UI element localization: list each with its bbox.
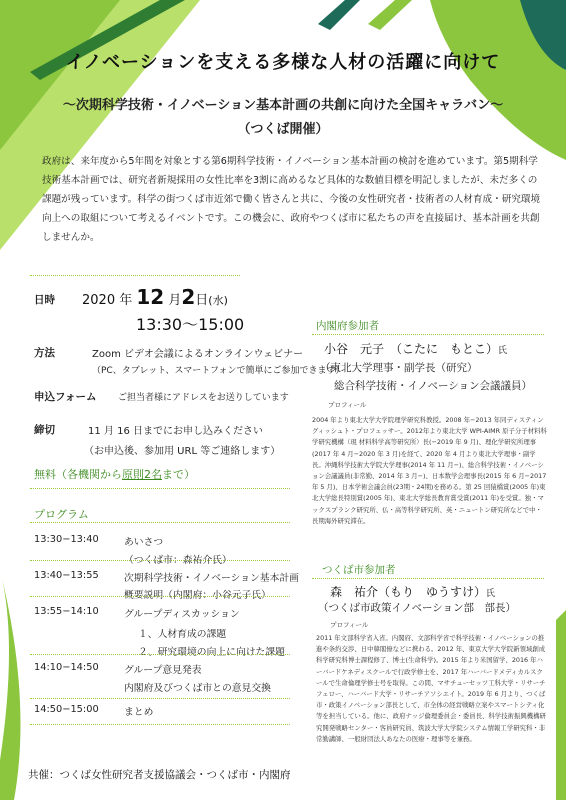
deco-stripe-2: [318, 0, 360, 30]
deadline-note: （お申込後、参加用 URL 等ご連絡します）: [84, 446, 281, 457]
cabinet-affiliation-1: （東北大学理事・副学長（研究）: [320, 362, 478, 374]
cabinet-heading: 内閣府参加者: [316, 320, 379, 332]
date-day: 2: [181, 285, 196, 309]
event-time: 13:30～15:00: [136, 315, 245, 334]
fee-text: [34, 466, 195, 482]
page-title: イノベーションを支える多様な人材の活躍に向けて: [65, 52, 501, 73]
program-sub: １、人材育成の課題: [138, 629, 227, 640]
method-label: 方法: [34, 347, 55, 359]
program-desc: グループ意見発表: [124, 665, 202, 676]
divider-tsukuba: [312, 578, 544, 579]
program-sub: ２、研究環境の向上に向けた課題: [138, 647, 285, 658]
tsukuba-affiliation: （つくば市政策イノベーション部 部長）: [318, 602, 517, 614]
intro-paragraph: 政府は、来年度から5年間を対象とする第6期科学技術・イノベーション基本計画の検討を進めています。第5期科学技術基本計画では、研究者新規採用の女性比率を3割に高めるなど具体的な数値目標を明記しましたが、未だ多くの課題が残っています。科学の街つくば市近郊で働く皆さんと共に、今後の女性研究者・技術者の人材育成・研究環境向上への取組について考えるイベントです。この機会に、政府やつくば市に私たちの声を直接届け、基本計画を共創しませんか。: [42, 156, 541, 243]
method-text: Zoom ビデオ会議によるオンラインウェビナー: [92, 349, 304, 360]
deco-shape-bottom-left: [0, 570, 20, 800]
method-note: （PC、タブレット、スマートフォンで簡単にご参加できます）: [92, 366, 345, 376]
tsukuba-profile-label: プロフィール: [330, 621, 369, 629]
apply-label: 申込フォーム: [34, 391, 97, 403]
program-time: 14:10−14:50: [34, 662, 99, 673]
date-month-unit: 月: [168, 293, 182, 308]
cabinet-profile: 2004 年より東北大学大学院理学研究科教授。2008 年−2013 年同ディスティングィッシュト・プロフェッサー。2012年より東北大学 WPI-AIMR 原子分子材料科学研究機構（現 材料科学高等研究所）長(−2019 年 9 月)、理化学研究所理事(2017 年 4 月−2020 年 3 月)を経て、2020 年 4 月より東北大学理事・副学長。沖縄科学技術大学院大学理事(2014 年 11 月−)、総合科学技術・イノベーション会議議員(非常勤、2014 年 3 月−)、日本数学会理事長(2015 年 6 月−2017 年 5 月)、日本学術会議会員(23期・24期)を務める。第 25 回猿橋賞(2005 年)東北大学総長特別賞(2005 年)、東北大学総長教育賞受賞(2011 年)を受賞。独・マックスプランク研究所、仏・高等科学研究所、英・ニュートン研究所などで中・長期海外研究滞在。: [312, 416, 547, 525]
page-subtitle: ～次期科学技術・イノベーション基本計画の共創に向けた全国キャラバン～: [62, 98, 504, 113]
divider-program: [30, 522, 290, 523]
deco-stripe-3: [368, 0, 412, 30]
tsukuba-heading: つくば市参加者: [322, 564, 396, 576]
program-time: 14:50−15:00: [34, 704, 99, 715]
page-subtitle-location: （つくば開催）: [237, 122, 329, 137]
cabinet-profile-label: プロフィール: [328, 401, 367, 409]
divider-row: [30, 596, 290, 597]
program-sub: 内閣府及びつくば市との意見交換: [124, 683, 271, 694]
divider-row: [30, 698, 290, 699]
deadline-text: 11 月 16 日までにお申し込みください: [88, 426, 263, 437]
cabinet-name-text: 小谷 元子 （こたに もとこ）: [324, 342, 499, 356]
fee-suffix: まで）: [162, 468, 195, 481]
divider-row: [30, 560, 290, 561]
date-month: 12: [136, 285, 165, 309]
event-date: [82, 285, 228, 309]
program-desc: グループディスカッション: [124, 609, 240, 620]
program-time: 13:55−14:10: [34, 606, 99, 617]
footer-cohost: 共催：つくば女性研究者支援協議会・つくば市・内閣府: [28, 769, 291, 781]
cabinet-participant-name: [324, 340, 507, 357]
tsukuba-profile: 2011 年文部科学省入省。内閣府、文部科学省で科学技術・イノベーションの推進や条約交渉、日中韓閣僚などに携わる。2012 年、東京大学大学院新領域創成科学研究科博士課程修了、博士(生命科学)。2015 年より米国留学、2016 年ハーバードケネディスクールで行政学修士を、2017 年ハーバードメディカルスクールで生命倫理学修士号を取得。この間、マサチューセッツ工科大学・リサーチフェロー、ハーバード大学・リサーチアソシエイト。2019 年 6 月より、つくば市・政策イノベーション部長として、市全体の経営戦略立案やスマートシティ化等を担当している。他に、政府ナッジ倫理委員会・委員長、科学技術振興機構研究開発戦略センター・客員研究員、筑波大学大学院システム情報工学研究科・非常勤講師、一般財団法人あなたの医療・理事等を兼務。: [316, 634, 546, 743]
divider-intro: [30, 275, 240, 276]
program-desc: 次期科学技術・イノベーション基本計画: [124, 573, 299, 584]
program-desc: まとめ: [124, 707, 154, 718]
date-label: 日時: [34, 294, 55, 306]
cabinet-affiliation-2: 総合科学技術・イノベーション会議議員）: [334, 380, 533, 392]
date-day-unit: 日: [195, 293, 209, 308]
date-year: 2020 年: [82, 293, 133, 308]
program-sub: 概要説明（内閣府：小谷元子氏）: [124, 590, 271, 601]
deadline-label: 締切: [34, 424, 55, 436]
apply-text: ご担当者様にアドレスをお送りしています: [118, 393, 289, 403]
program-sub: （つくば市：森祐介氏）: [124, 555, 232, 566]
date-weekday: (水): [208, 294, 228, 307]
tsukuba-name-text: 森 祐介（もり ゆうすけ）: [330, 585, 487, 599]
tsukuba-honorific: 氏: [486, 589, 496, 599]
fee-limit: 原則2名: [122, 468, 162, 481]
cabinet-honorific: 氏: [498, 346, 508, 356]
divider-cabinet: [312, 334, 544, 335]
program-time: 13:40−13:55: [34, 570, 99, 581]
deco-shape-right-bar: [556, 610, 566, 800]
program-heading: プログラム: [34, 508, 89, 521]
divider-row: [30, 654, 290, 655]
program-desc: あいさつ: [124, 537, 164, 548]
tsukuba-participant-name: [330, 583, 495, 600]
divider-fee: [30, 488, 290, 489]
fee-prefix: 無料（各機関から: [34, 468, 122, 481]
divider-row: [30, 724, 290, 725]
program-time: 13:30−13:40: [34, 534, 99, 545]
